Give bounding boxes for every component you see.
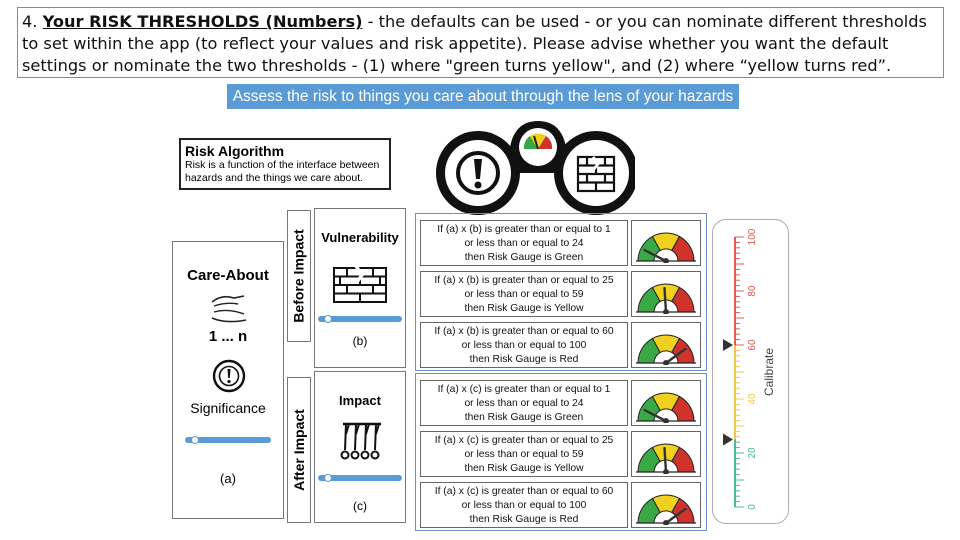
risk-algorithm-text: Risk is a function of the interface between hazards and the things we care about. xyxy=(185,159,380,184)
gauge-ab-red xyxy=(631,322,701,368)
caring-hands-icon xyxy=(208,292,250,326)
gauge-ac-green xyxy=(631,380,701,426)
gauge-ab-green xyxy=(631,220,701,266)
rule-line: If (a) x (b) is greater than or equal to 60 xyxy=(434,326,614,337)
brick-wall-icon xyxy=(332,264,388,304)
calibrate-tick-label: 100 xyxy=(747,228,758,246)
rule-line: If (a) x (c) is greater than or equal to 60 xyxy=(434,486,614,497)
care-about-letter: (a) xyxy=(220,471,236,486)
intro-number: 4. xyxy=(22,12,38,31)
significance-alert-icon xyxy=(212,359,246,393)
calibrate-tick-label: 20 xyxy=(747,447,758,459)
calibrate-tick-label: 40 xyxy=(747,393,758,405)
rule-text-ac-yellow xyxy=(420,431,628,477)
care-about-panel xyxy=(172,241,284,519)
lens-banner: Assess the risk to things you care about through the lens of your hazards xyxy=(227,84,739,109)
calibrate-tick-label: 80 xyxy=(747,285,758,297)
vulnerability-slider-knob[interactable] xyxy=(324,315,332,323)
intro-text xyxy=(17,7,944,78)
risk-algorithm-box xyxy=(179,138,391,190)
rule-line: or less than or equal to 24 xyxy=(464,398,584,409)
calibrate-tick-label: 60 xyxy=(747,339,758,351)
mini-gauge-icon xyxy=(519,128,557,166)
binoculars-icon xyxy=(435,117,635,221)
after-impact-tab xyxy=(287,377,311,523)
gauge-icon xyxy=(634,325,698,365)
rule-line: or less than or equal to 24 xyxy=(464,238,584,249)
significance-slider[interactable] xyxy=(185,437,271,443)
vulnerability-letter: (b) xyxy=(352,334,368,348)
gauge-ac-red xyxy=(631,482,701,528)
rule-line: then Risk Gauge is Green xyxy=(464,412,584,423)
risk-algorithm-title: Risk Algorithm xyxy=(185,143,285,159)
rule-line: or less than or equal to 59 xyxy=(464,289,584,300)
rule-line: then Risk Gauge is Red xyxy=(469,354,579,365)
gauge-ac-yellow xyxy=(631,431,701,477)
after-impact-label: After Impact xyxy=(291,409,307,491)
calibrate-tick-label: 0 xyxy=(747,504,758,510)
calibrate-scale xyxy=(712,219,789,524)
before-impact-tab xyxy=(287,210,311,342)
rule-line: then Risk Gauge is Green xyxy=(464,252,584,263)
gauge-ab-yellow xyxy=(631,271,701,317)
gauge-icon xyxy=(634,383,698,423)
impact-panel xyxy=(314,371,406,523)
rule-text-ab-green xyxy=(420,220,628,266)
impact-title: Impact xyxy=(339,393,381,408)
rule-text-ab-red xyxy=(420,322,628,368)
calibrate-label: Calibrate xyxy=(762,347,776,397)
impact-pins-icon xyxy=(339,420,385,464)
vulnerability-panel xyxy=(314,208,406,368)
threshold-marker-icon[interactable] xyxy=(723,434,733,446)
rule-text-ac-green xyxy=(420,380,628,426)
rule-text-ab-yellow xyxy=(420,271,628,317)
impact-slider[interactable] xyxy=(318,475,402,481)
rule-line: or less than or equal to 100 xyxy=(461,340,587,351)
intro-body: - the defaults can be used - or you can nominate different thresholds to set within the app (to reflect your values and risk appetite). Please advise whether you want the default settings or nominate the two thresholds - (1) where "green turns yellow", and (2) where “yellow turns red”. xyxy=(22,12,927,75)
significance-label: Significance xyxy=(190,400,266,416)
threshold-marker-icon[interactable] xyxy=(723,339,733,351)
rule-line: then Risk Gauge is Yellow xyxy=(464,463,584,474)
rule-text-ac-red xyxy=(420,482,628,528)
rule-line: then Risk Gauge is Red xyxy=(469,514,579,525)
rule-line: If (a) x (b) is greater than or equal to 25 xyxy=(434,275,614,286)
significance-slider-knob[interactable] xyxy=(191,436,199,444)
impact-letter: (c) xyxy=(353,499,367,513)
care-about-title: Care-About xyxy=(187,267,269,284)
impact-slider-knob[interactable] xyxy=(324,474,332,482)
before-impact-label: Before Impact xyxy=(291,229,308,323)
gauge-icon xyxy=(634,434,698,474)
rule-line: then Risk Gauge is Yellow xyxy=(464,303,584,314)
vulnerability-slider[interactable] xyxy=(318,316,402,322)
rule-line: If (a) x (c) is greater than or equal to 25 xyxy=(434,435,614,446)
gauge-icon xyxy=(634,223,698,263)
intro-heading: Your RISK THRESHOLDS (Numbers) xyxy=(42,12,363,31)
rule-line: or less than or equal to 59 xyxy=(464,449,584,460)
care-about-count: 1 ... n xyxy=(208,328,248,345)
vulnerability-title: Vulnerability xyxy=(321,230,399,245)
rule-line: If (a) x (b) is greater than or equal to 1 xyxy=(437,224,611,235)
gauge-icon xyxy=(634,485,698,525)
gauge-icon xyxy=(634,274,698,314)
rule-line: If (a) x (c) is greater than or equal to 1 xyxy=(437,384,611,395)
rule-line: or less than or equal to 100 xyxy=(461,500,587,511)
